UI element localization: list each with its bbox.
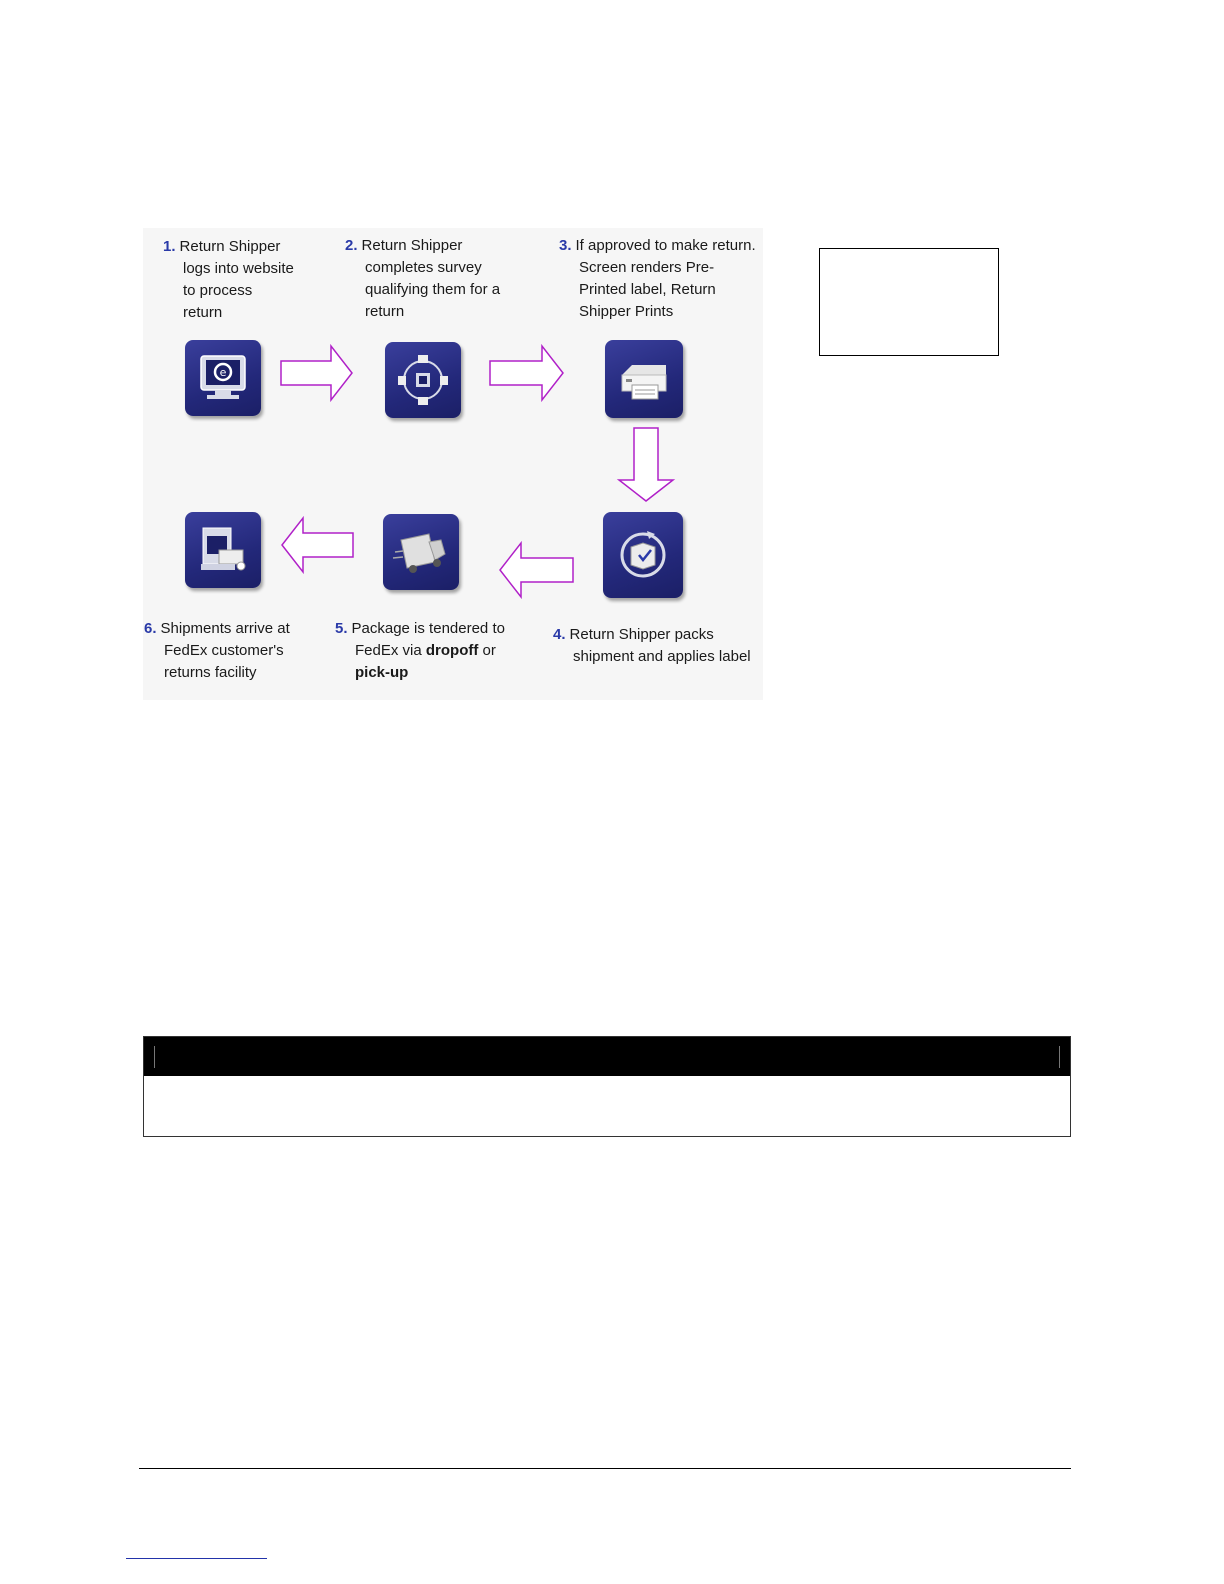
footer-link-underline [126, 1558, 267, 1559]
step-number: 6. [144, 620, 157, 637]
step-number: 5. [335, 620, 348, 637]
box-cycle-icon [603, 512, 683, 598]
step-1-text: 1. Return Shipper logs into website to process return [163, 238, 294, 321]
header-divider [154, 1046, 155, 1068]
computer-ie-icon [185, 340, 261, 416]
printer-icon [605, 340, 683, 418]
footer-divider [139, 1468, 1071, 1469]
step-number: 2. [345, 237, 358, 254]
step-number: 4. [553, 626, 566, 643]
arrow-right-icon [279, 343, 355, 403]
step-5-text: 5. Package is tendered to FedEx via dropoff or pick-up [335, 620, 505, 681]
returns-facility-icon [185, 512, 261, 588]
table-header-bar [144, 1037, 1070, 1076]
step-4-text: 4. Return Shipper packs shipment and applies label [553, 626, 751, 665]
step-number: 3. [559, 237, 572, 254]
arrow-left-icon [279, 515, 355, 575]
returns-process-diagram [143, 228, 763, 700]
empty-text-box [819, 248, 999, 356]
step-number: 1. [163, 238, 176, 255]
svg-text:e: e [219, 366, 227, 379]
step-2-text: 2. Return Shipper completes survey qualifying them for a return [345, 237, 501, 320]
header-divider [1059, 1046, 1060, 1068]
step-3-text: 3. If approved to make return. Screen renders Pre- Printed label, Return Shipper Prints [559, 237, 756, 320]
arrow-left-icon [497, 540, 575, 600]
delivery-truck-icon [383, 514, 459, 590]
arrow-down-icon [616, 426, 676, 504]
table-block [143, 1036, 1071, 1137]
arrow-right-icon [488, 343, 566, 403]
step-6-text: 6. Shipments arrive at FedEx customer's returns facility [144, 620, 290, 681]
network-globe-icon [385, 342, 461, 418]
